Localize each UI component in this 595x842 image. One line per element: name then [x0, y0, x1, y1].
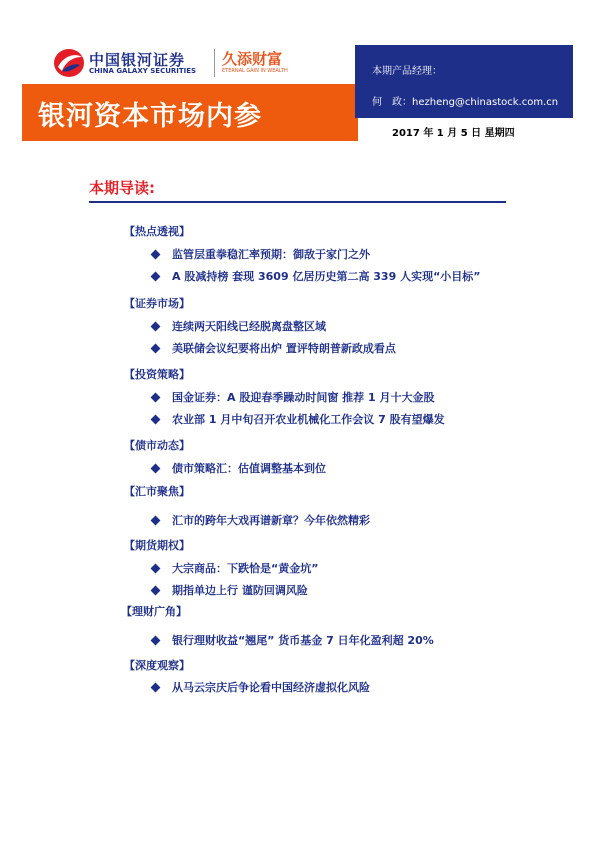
- manager-contact: 何 政：hezheng@chinastock.com.cn: [372, 97, 559, 108]
- list-item[interactable]: [152, 560, 318, 576]
- section-label: 【热点透视】: [124, 225, 190, 238]
- logo-divider: [214, 49, 215, 77]
- list-item[interactable]: [152, 460, 326, 476]
- list-item[interactable]: [152, 582, 308, 598]
- logo-english-name: CHINA GALAXY SECURITIES: [89, 67, 197, 75]
- list-item[interactable]: [152, 632, 434, 648]
- item-text: 汇市的跨年大戏再谱新章？今年依然精彩: [172, 514, 370, 527]
- diamond-bullet-icon: [151, 585, 161, 595]
- diamond-bullet-icon: [151, 682, 161, 692]
- page-title: 银河资本市场内参: [38, 101, 262, 132]
- diamond-bullet-icon: [151, 414, 161, 424]
- list-item[interactable]: [152, 389, 434, 405]
- diamond-bullet-icon: [151, 635, 161, 645]
- section-label: 【汇市聚焦】: [124, 485, 190, 498]
- diamond-bullet-icon: [151, 321, 161, 331]
- item-text: 连续两天阳线已经脱离盘整区域: [172, 320, 326, 333]
- item-text: 国金证券：A 股迎春季躁动时间窗 推荐 1 月十大金股: [172, 391, 435, 404]
- logo-chinese-name: 中国银河证券: [89, 51, 186, 69]
- company-logo: [52, 47, 322, 81]
- section-label: 【理财广角】: [121, 605, 187, 618]
- diamond-bullet-icon: [151, 271, 161, 281]
- item-text: 从马云宗庆后争论看中国经济虚拟化风险: [172, 681, 370, 694]
- section-label: 【证券市场】: [124, 297, 190, 310]
- guide-title: 本期导读:: [89, 179, 155, 197]
- manager-label: 本期产品经理：: [372, 66, 442, 77]
- list-item[interactable]: [152, 246, 370, 262]
- product-manager-box: [355, 45, 573, 118]
- section-label: 【期货期权】: [124, 539, 190, 552]
- guide-divider: [89, 201, 506, 203]
- section-label: 【深度观察】: [124, 659, 190, 672]
- galaxy-logo-icon: [52, 47, 86, 79]
- list-item[interactable]: [152, 340, 396, 356]
- section-label: 【债市动态】: [124, 439, 190, 452]
- item-text: A 股减持榜 套现 3609 亿居历史第二高 339 人实现“小目标”: [172, 270, 481, 283]
- list-item[interactable]: [152, 512, 370, 528]
- item-text: 大宗商品：下跌恰是“黄金坑”: [172, 562, 319, 575]
- diamond-bullet-icon: [151, 515, 161, 525]
- diamond-bullet-icon: [151, 343, 161, 353]
- issue-date: 2017 年 1 月 5 日 星期四: [392, 128, 515, 139]
- list-item[interactable]: [152, 318, 326, 334]
- list-item[interactable]: [152, 268, 481, 284]
- item-text: 债市策略汇：估值调整基本到位: [172, 462, 326, 475]
- brand-slogan: 久添财富: [222, 50, 283, 68]
- item-text: 期指单边上行 谨防回调风险: [172, 584, 308, 597]
- list-item[interactable]: [152, 411, 445, 427]
- title-banner: [22, 84, 358, 141]
- item-text: 农业部 1 月中旬召开农业机械化工作会议 7 股有望爆发: [172, 413, 445, 426]
- diamond-bullet-icon: [151, 463, 161, 473]
- list-item[interactable]: [152, 679, 370, 695]
- item-text: 监管层重拳稳汇率预期：御敌于家门之外: [172, 248, 370, 261]
- diamond-bullet-icon: [151, 563, 161, 573]
- section-label: 【投资策略】: [124, 368, 190, 381]
- brand-slogan-english: ETERNAL GAIN IN WEALTH: [222, 68, 288, 74]
- diamond-bullet-icon: [151, 392, 161, 402]
- diamond-bullet-icon: [151, 249, 161, 259]
- item-text: 美联储会议纪要将出炉 置评特朗普新政成看点: [172, 342, 396, 355]
- item-text: 银行理财收益“翘尾” 货币基金 7 日年化盈利超 20%: [172, 634, 434, 647]
